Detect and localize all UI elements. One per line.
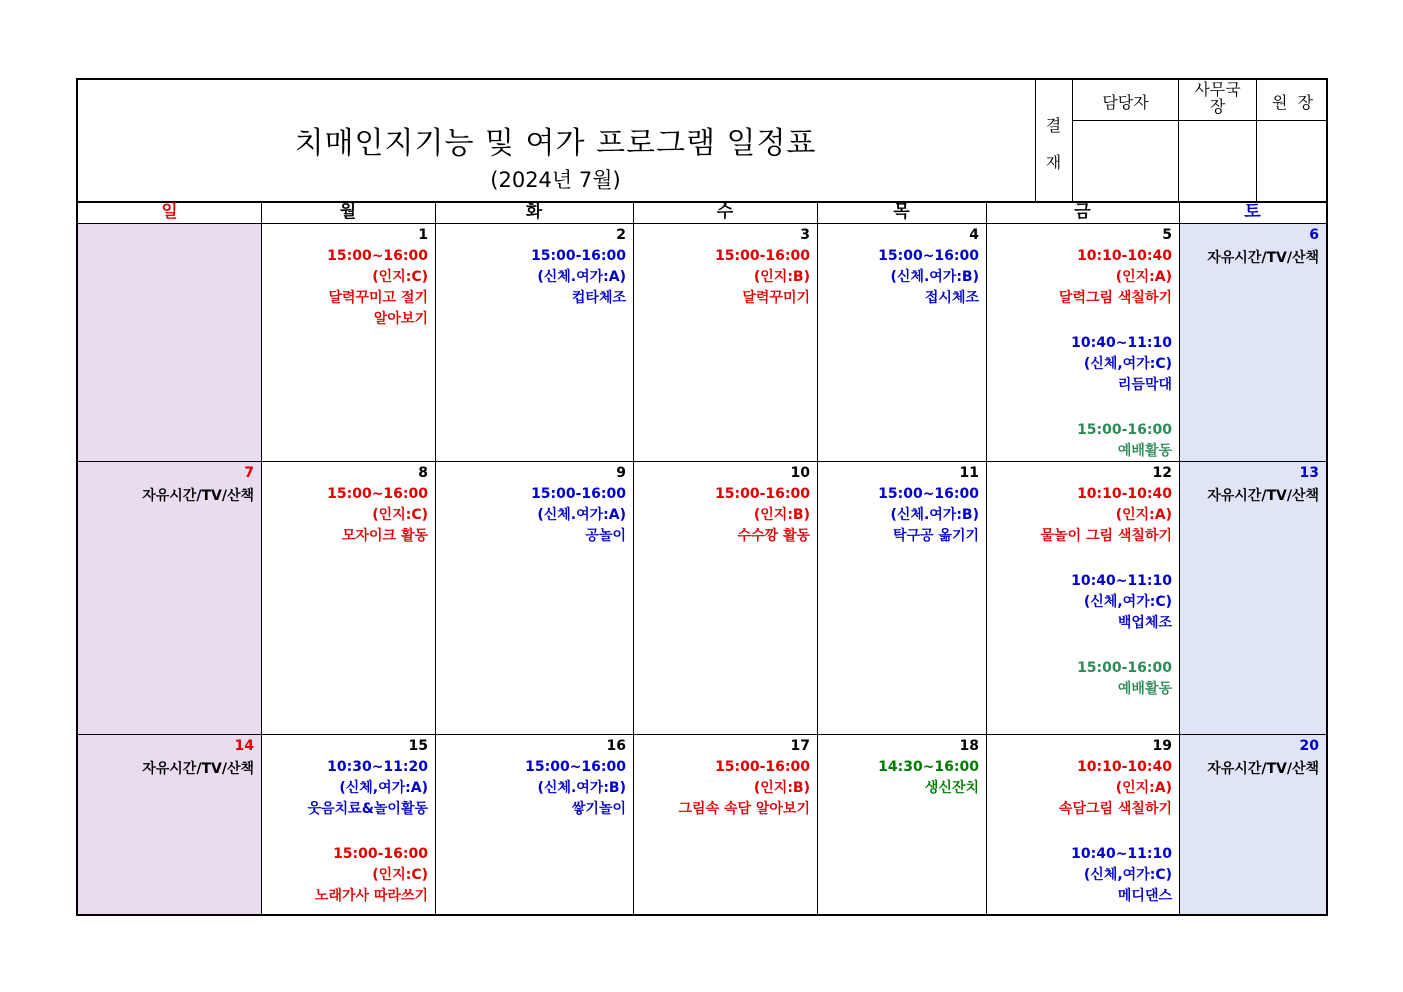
event-title: 그림속 속담 알아보기: [678, 801, 810, 817]
program-event: [991, 571, 1172, 634]
event-type: (인지:A): [1115, 780, 1172, 796]
event-time: 10:40~11:10: [1071, 846, 1172, 862]
event-title: 달력그림 색칠하기: [1058, 290, 1172, 306]
calendar-day-cell: [818, 224, 986, 461]
program-event: [266, 246, 428, 330]
day-number: 17: [790, 738, 810, 754]
event-time: 15:00~16:00: [878, 248, 979, 264]
event-type: (인지:B): [753, 269, 810, 285]
event-title: 수수깡 활동: [737, 528, 810, 544]
event-type: (인지:B): [753, 780, 810, 796]
event-gap: [266, 820, 428, 844]
event-gap: [991, 309, 1172, 333]
free-time-label: 자유시간/TV/산책: [1207, 488, 1319, 504]
free-time-label: 자유시간/TV/산책: [142, 488, 254, 504]
program-event: [266, 484, 428, 547]
program-event: [991, 844, 1172, 907]
event-title: 생신잔치: [924, 780, 979, 796]
calendar-day-cell: [79, 462, 261, 734]
event-time: 10:40~11:10: [1071, 335, 1172, 351]
event-title: 접시체조: [924, 290, 979, 306]
calendar-day-cell: [987, 224, 1179, 461]
program-event: [638, 484, 810, 547]
event-title: 물놀이 그림 색칠하기: [1040, 528, 1172, 544]
schedule-sheet: [76, 78, 1328, 916]
day-number: 10: [790, 465, 810, 481]
event-time: 10:10-10:40: [1077, 759, 1172, 775]
event-type: (인지:C): [372, 507, 428, 523]
day-number: 20: [1299, 738, 1319, 754]
program-event: [822, 757, 979, 799]
event-title: 달력꾸미기: [742, 290, 810, 306]
event-gap: [991, 634, 1172, 658]
event-time: 14:30~16:00: [878, 759, 979, 775]
calendar-day-cell: [987, 462, 1179, 734]
event-gap: [991, 396, 1172, 420]
day-number: 8: [418, 465, 428, 481]
event-type: (신체,여가:A): [339, 780, 428, 796]
event-time: 10:40~11:10: [1071, 573, 1172, 589]
event-title: 공놀이: [585, 528, 626, 544]
event-type: (인지:C): [372, 867, 428, 883]
event-time: 15:00-16:00: [715, 248, 810, 264]
program-event: [991, 484, 1172, 547]
program-event: [266, 757, 428, 820]
event-type: (인지:C): [372, 269, 428, 285]
event-time: 15:00-16:00: [333, 846, 428, 862]
event-time: 10:10-10:40: [1077, 248, 1172, 264]
day-number: 2: [616, 227, 626, 243]
approval-col-manager: 담당자: [1102, 93, 1149, 112]
event-title: 쌓기놀이: [571, 801, 626, 817]
event-title: 속담그림 색칠하기: [1058, 801, 1172, 817]
calendar-day-cell: [79, 224, 261, 461]
event-title: 달력꾸미고 절기: [328, 290, 428, 306]
program-event: [991, 333, 1172, 396]
program-event: [822, 484, 979, 547]
event-type: (신체.여가:A): [537, 269, 626, 285]
day-number: 16: [606, 738, 626, 754]
weekday-0: 일: [161, 202, 178, 222]
event-title: 컵타체조: [571, 290, 626, 306]
event-time: 10:10-10:40: [1077, 486, 1172, 502]
day-number: 6: [1309, 227, 1319, 243]
calendar-day-cell: [987, 735, 1179, 914]
program-event: [991, 658, 1172, 700]
program-event: [440, 246, 626, 309]
approval-col-director: 원 장: [1271, 93, 1314, 112]
event-time: 15:00-16:00: [1077, 422, 1172, 438]
event-title: 메디댄스: [1117, 888, 1172, 904]
approval-label-bottom: 재: [1045, 153, 1062, 172]
event-type: (신체.여가:B): [890, 507, 979, 523]
day-number: 15: [408, 738, 428, 754]
event-time: 15:00-16:00: [715, 486, 810, 502]
day-number: 11: [959, 465, 979, 481]
free-time-label: 자유시간/TV/산책: [1207, 761, 1319, 777]
day-number: 19: [1152, 738, 1172, 754]
event-type: (신체,여가:C): [1083, 867, 1172, 883]
day-number: 5: [1162, 227, 1172, 243]
event-type: (신체.여가:B): [890, 269, 979, 285]
calendar-day-cell: [436, 224, 633, 461]
calendar-day-cell: [262, 462, 435, 734]
page-title: 치매인지기능 및 여가 프로그램 일정표: [294, 126, 817, 161]
program-event: [991, 246, 1172, 309]
weekday-6: 토: [1244, 202, 1261, 222]
event-gap: [991, 547, 1172, 571]
calendar-day-cell: [1180, 462, 1326, 734]
calendar-day-cell: [818, 462, 986, 734]
calendar-day-cell: [262, 735, 435, 914]
event-type: (인지:A): [1115, 269, 1172, 285]
event-title: 노래가사 따라쓰기: [314, 888, 428, 904]
day-number: 7: [244, 465, 254, 481]
program-event: [822, 246, 979, 309]
day-number: 1: [418, 227, 428, 243]
event-type: (인지:A): [1115, 507, 1172, 523]
calendar-day-cell: [634, 224, 817, 461]
weekday-5: 금: [1074, 202, 1091, 222]
event-type: (신체.여가:A): [537, 507, 626, 523]
calendar-day-cell: [634, 735, 817, 914]
event-time: 15:00~16:00: [525, 759, 626, 775]
approval-label-top: 결: [1045, 116, 1062, 135]
free-time-label: 자유시간/TV/산책: [1207, 250, 1319, 266]
calendar-day-cell: [262, 224, 435, 461]
day-number: 18: [959, 738, 979, 754]
event-title: 웃음치료&놀이활동: [307, 801, 428, 817]
event-time: 15:00-16:00: [531, 248, 626, 264]
day-number: 13: [1299, 465, 1319, 481]
event-time: 15:00~16:00: [327, 248, 428, 264]
program-event: [638, 246, 810, 309]
event-title: 예배활동: [1117, 443, 1172, 459]
event-time: 15:00~16:00: [327, 486, 428, 502]
calendar-day-cell: [79, 735, 261, 914]
day-number: [83, 225, 254, 246]
event-type: (신체,여가:C): [1083, 594, 1172, 610]
calendar-grid: [78, 201, 1326, 914]
day-number: 3: [800, 227, 810, 243]
event-gap: [991, 820, 1172, 844]
event-time: 10:30~11:20: [327, 759, 428, 775]
event-title: 리듬막대: [1117, 377, 1172, 393]
event-time: 15:00~16:00: [878, 486, 979, 502]
weekday-4: 목: [893, 202, 910, 222]
free-time-label: 자유시간/TV/산책: [142, 761, 254, 777]
event-time: 15:00-16:00: [715, 759, 810, 775]
event-type: (신체,여가:C): [1083, 356, 1172, 372]
page-subtitle: (2024년 7월): [490, 168, 621, 192]
event-title: 알아보기: [373, 311, 428, 327]
calendar-day-cell: [436, 735, 633, 914]
calendar-day-cell: [634, 462, 817, 734]
calendar-day-cell: [436, 462, 633, 734]
day-number: 4: [969, 227, 979, 243]
header: [78, 80, 1326, 201]
event-time: 15:00-16:00: [1077, 660, 1172, 676]
program-event: [440, 484, 626, 547]
calendar-day-cell: [1180, 735, 1326, 914]
event-title: 모자이크 활동: [341, 528, 428, 544]
weekday-1: 월: [339, 202, 357, 222]
program-event: [991, 420, 1172, 462]
approval-box: [1035, 80, 1328, 201]
approval-col-secretary: 사무국 장: [1194, 80, 1241, 116]
program-event: [266, 844, 428, 907]
event-time: 15:00-16:00: [531, 486, 626, 502]
day-number: 14: [234, 738, 254, 754]
calendar-day-cell: [1180, 224, 1326, 461]
weekday-3: 수: [716, 202, 734, 222]
day-number: 9: [616, 465, 626, 481]
calendar-day-cell: [818, 735, 986, 914]
event-title: 백업체조: [1117, 615, 1172, 631]
day-number: 12: [1152, 465, 1172, 481]
program-event: [638, 757, 810, 820]
weekday-2: 화: [525, 202, 543, 222]
program-event: [991, 757, 1172, 820]
program-event: [440, 757, 626, 820]
event-type: (인지:B): [753, 507, 810, 523]
event-title: 탁구공 옮기기: [892, 528, 979, 544]
event-title: 예배활동: [1117, 681, 1172, 697]
event-type: (신체.여가:B): [537, 780, 626, 796]
